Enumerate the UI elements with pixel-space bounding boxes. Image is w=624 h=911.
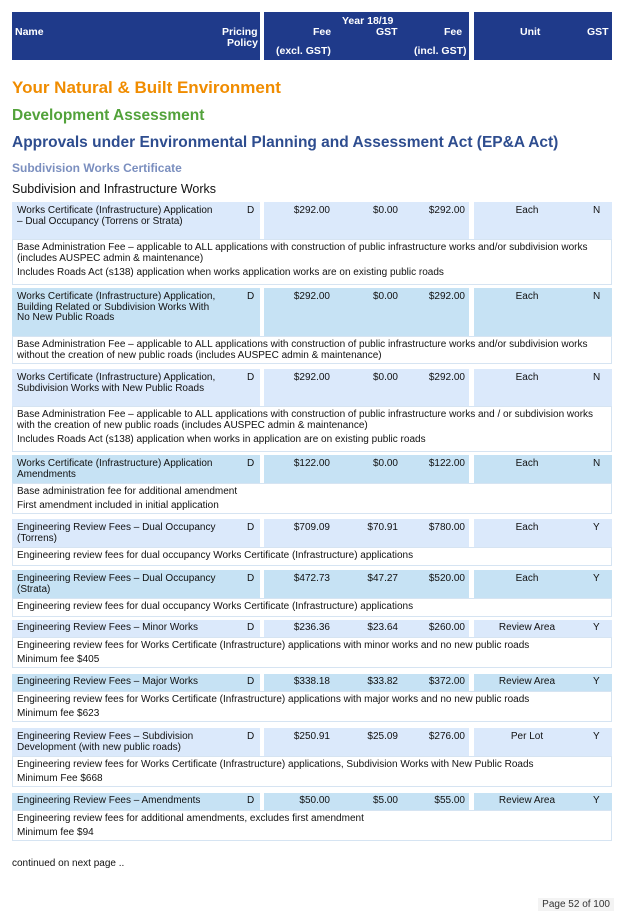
fee-excl-gst: $122.00 (293, 458, 330, 469)
pricing-policy: D (247, 205, 255, 216)
pricing-policy: D (247, 573, 255, 584)
fee-description (12, 691, 612, 722)
gst-flag: Y (593, 622, 600, 633)
gst-flag: Y (593, 731, 600, 742)
fee-incl-gst: $260.00 (428, 622, 465, 633)
description-line: Base Administration Fee – applicable to ALL applications with construction of public infrastructure works and / or subdivision works with the creation of new public roads (includes AUSPEC admin & maintenance) (17, 409, 594, 431)
description-line: Engineering review fees for Works Certificate (Infrastructure) applications with major works and no new public roads (17, 694, 530, 705)
header-year: Year 18/19 (342, 15, 394, 27)
gst-amount: $47.27 (367, 573, 398, 584)
unit: Each (515, 372, 539, 383)
fee-excl-gst: $472.73 (293, 573, 330, 584)
fee-excl-gst: $292.00 (293, 205, 330, 216)
description-line: Includes Roads Act (s138) application when works application works are on existing public roads (17, 267, 444, 278)
header-fee-excl: Fee (313, 26, 332, 38)
pricing-policy: D (247, 291, 255, 302)
description-line: Engineering review fees for dual occupancy Works Certificate (Infrastructure) applications (17, 550, 414, 561)
description-line: Engineering review fees for Works Certificate (Infrastructure) applications, Subdivision Works with New Public Roads (17, 759, 534, 770)
unit: Each (515, 205, 539, 216)
unit: Each (515, 573, 539, 584)
gst-flag: N (593, 205, 601, 216)
fee-incl-gst: $276.00 (428, 731, 465, 742)
continued-note: continued on next page .. (12, 858, 125, 869)
description-line: Base Administration Fee – applicable to ALL applications with construction of public infrastructure works and/or subdivision works (includes AUSPEC admin & maintenance) (17, 242, 588, 264)
fee-excl-gst: $292.00 (293, 372, 330, 383)
description-line: First amendment included in initial application (17, 500, 219, 511)
unit: Each (515, 291, 539, 302)
gst-amount: $23.64 (367, 622, 398, 633)
description-line: Minimum fee $623 (17, 708, 100, 719)
fee-name: Works Certificate (Infrastructure) Application – Dual Occupancy (Torrens or Strata) (17, 205, 213, 227)
description-line: Engineering review fees for Works Certificate (Infrastructure) applications with minor works and no new public roads (17, 640, 530, 651)
fee-name: Works Certificate (Infrastructure) Application, Building Related or Subdivision Works With No New Public Roads (17, 291, 216, 323)
unit: Each (515, 458, 539, 469)
gst-amount: $25.09 (367, 731, 398, 742)
description-line: Engineering review fees for dual occupancy Works Certificate (Infrastructure) applications (17, 601, 414, 612)
group-title: Subdivision and Infrastructure Works (12, 182, 217, 196)
gst-flag: Y (593, 522, 600, 533)
fee-name: Engineering Review Fees – Amendments (17, 795, 201, 806)
pricing-policy: D (247, 676, 255, 687)
category-title: Subdivision Works Certificate (12, 161, 182, 175)
fee-incl-gst: $122.00 (428, 458, 465, 469)
fee-name: Engineering Review Fees – Minor Works (17, 622, 199, 633)
fee-excl-gst: $236.36 (293, 622, 330, 633)
pricing-policy: D (247, 522, 255, 533)
gst-flag: Y (593, 676, 600, 687)
unit: Each (515, 522, 539, 533)
fee-incl-gst: $292.00 (428, 372, 465, 383)
header-fee-incl: Fee (444, 26, 463, 38)
header-pricing-1: Pricing (222, 26, 258, 38)
gst-flag: N (593, 372, 601, 383)
description-line: Base administration fee for additional amendment (17, 486, 238, 497)
fee-description (12, 637, 612, 668)
gst-flag: N (593, 458, 601, 469)
fee-name: Engineering Review Fees – Dual Occupancy (Torrens) (17, 522, 216, 544)
pricing-policy: D (247, 795, 255, 806)
pricing-policy: D (247, 622, 255, 633)
fee-name: Engineering Review Fees – Major Works (17, 676, 199, 687)
header-name: Name (15, 26, 44, 38)
fee-incl-gst: $372.00 (428, 676, 465, 687)
description-line: Includes Roads Act (s138) application when works in application are on existing public roads (17, 434, 426, 445)
fee-description (12, 406, 612, 452)
gst-amount: $0.00 (372, 205, 398, 216)
fee-description (12, 547, 612, 566)
pricing-policy: D (247, 731, 255, 742)
description-line: Minimum fee $405 (17, 654, 100, 665)
description-line: Minimum fee $94 (17, 827, 94, 838)
pricing-policy: D (247, 458, 255, 469)
fee-incl-gst: $55.00 (434, 795, 465, 806)
header-fees (264, 12, 469, 60)
header-name-pricing (12, 12, 260, 60)
fee-incl-gst: $292.00 (428, 205, 465, 216)
description-line: Base Administration Fee – applicable to ALL applications with construction of public infrastructure works and/or subdivision works without the creation of new public roads (includes AUSPEC admin & maintenance) (17, 339, 588, 361)
unit: Review Area (498, 676, 556, 687)
page-number: Page 52 of 100 (538, 898, 614, 911)
subsection-title: Development Assessment (12, 107, 205, 124)
unit: Review Area (498, 795, 556, 806)
fee-description (12, 756, 612, 787)
section-title: Your Natural & Built Environment (12, 78, 281, 97)
header-pricing-2: Policy (227, 37, 258, 49)
gst-flag: Y (593, 795, 600, 806)
description-line: Minimum Fee $668 (17, 773, 103, 784)
gst-amount: $33.82 (367, 676, 398, 687)
fee-description (12, 598, 612, 617)
fee-name: Engineering Review Fees – Subdivision Development (with new public roads) (17, 731, 194, 753)
fee-incl-gst: $292.00 (428, 291, 465, 302)
fee-excl-gst: $338.18 (293, 676, 330, 687)
pricing-policy: D (247, 372, 255, 383)
gst-amount: $5.00 (372, 795, 398, 806)
header-gst: GST (376, 26, 398, 38)
fee-description (12, 239, 612, 285)
fee-incl-gst: $780.00 (428, 522, 465, 533)
fee-description (12, 810, 612, 841)
header-fee-excl-sub: (excl. GST) (276, 45, 331, 57)
fee-name: Works Certificate (Infrastructure) Application, Subdivision Works with New Public Roads (17, 372, 216, 394)
fee-description (12, 336, 612, 364)
gst-amount: $0.00 (372, 372, 398, 383)
act-title: Approvals under Environmental Planning and Assessment Act (EP&A Act) (12, 134, 559, 151)
fee-excl-gst: $709.09 (293, 522, 330, 533)
fee-incl-gst: $520.00 (428, 573, 465, 584)
fee-excl-gst: $250.91 (293, 731, 330, 742)
gst-amount: $70.91 (367, 522, 398, 533)
unit: Per Lot (510, 731, 544, 742)
gst-amount: $0.00 (372, 291, 398, 302)
header-unit-gst (474, 12, 612, 60)
fee-description (12, 483, 612, 514)
header-gst-flag: GST (587, 26, 609, 38)
gst-flag: N (593, 291, 601, 302)
gst-flag: Y (593, 573, 600, 584)
fee-name: Engineering Review Fees – Dual Occupancy (Strata) (17, 573, 216, 595)
unit: Review Area (498, 622, 556, 633)
description-line: Engineering review fees for additional amendments, excludes first amendment (17, 813, 364, 824)
fee-name: Works Certificate (Infrastructure) Application Amendments (17, 458, 213, 480)
fee-excl-gst: $50.00 (299, 795, 330, 806)
header-fee-incl-sub: (incl. GST) (414, 45, 467, 57)
gst-amount: $0.00 (372, 458, 398, 469)
header-unit: Unit (520, 26, 541, 38)
fee-excl-gst: $292.00 (293, 291, 330, 302)
